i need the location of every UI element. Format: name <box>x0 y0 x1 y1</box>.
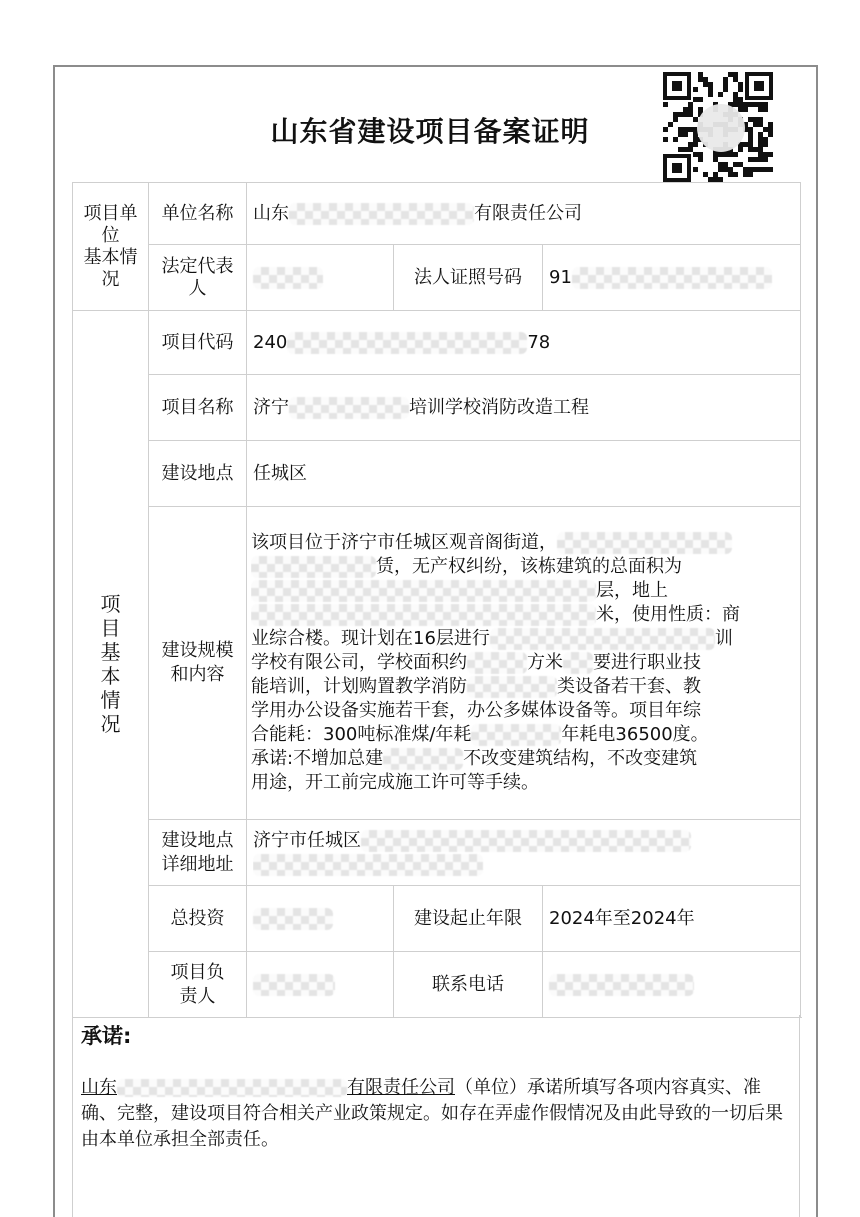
promise-section <box>72 1015 800 1217</box>
scale-line: 赁，无产权纠纷，该栋建筑的总面积为 <box>376 556 682 577</box>
scale-content <box>247 507 801 820</box>
scale-line: 类设备若干套、教 <box>557 676 701 697</box>
scale-line: 能培训，计划购置教学消防 <box>251 676 467 697</box>
scale-label: 建设规模 和内容 <box>149 507 247 820</box>
investment-label: 总投资 <box>149 886 247 952</box>
scale-line: 学用办公设备实施若干套，办公多媒体设备等。项目年综 <box>251 700 701 721</box>
unit-section-label: 项目单 位 基本情 况 <box>73 183 149 311</box>
license-label: 法人证照号码 <box>394 245 543 311</box>
scale-line: 合能耗：300吨标准煤/年耗 <box>251 724 472 745</box>
redacted-block <box>361 830 691 852</box>
project-section-label: 项 目 基 本 情 况 <box>73 311 149 1018</box>
promise-company <box>81 1077 455 1098</box>
redacted-block <box>490 628 715 650</box>
period-value: 2024年至2024年 <box>543 886 801 952</box>
investment-value <box>247 886 394 952</box>
redacted-block <box>251 580 596 602</box>
promise-company-prefix: 山东 <box>81 1077 117 1098</box>
unit-name-value <box>247 183 801 245</box>
legal-rep-label: 法定代表 人 <box>149 245 247 311</box>
address-value <box>247 820 801 886</box>
location-label: 建设地点 <box>149 441 247 507</box>
project-code-prefix: 240 <box>253 331 288 353</box>
redacted-block <box>563 652 593 674</box>
scale-line: 承诺:不增加总建 <box>251 748 384 769</box>
scale-line: 米，使用性质：商 <box>596 604 740 625</box>
redacted-block <box>253 974 335 996</box>
scale-line: 年耗电36500度。 <box>561 724 709 745</box>
unit-name-suffix: 有限责任公司 <box>474 202 582 224</box>
record-table <box>72 182 801 1018</box>
scale-line: 该项目位于济宁市任城区观音阁街道， <box>251 532 557 553</box>
phone-value <box>543 952 801 1018</box>
redacted-block <box>557 532 732 554</box>
period-label: 建设起止年限 <box>394 886 543 952</box>
phone-label: 联系电话 <box>394 952 543 1018</box>
scale-line: 业综合楼。现计划在16层进行 <box>251 628 490 649</box>
address-prefix: 济宁市任城区 <box>253 829 361 851</box>
project-name-prefix: 济宁 <box>253 396 289 418</box>
scale-line: 用途，开工前完成施工许可等手续。 <box>251 772 539 793</box>
promise-body: （单位）承诺所填写各项内容真实、准确、完整，建设项目符合相关产业政策规定。如存在弄虚作假情况及由此导致的一切后果由本单位承担全部责任。 <box>81 1077 783 1150</box>
project-lead-value <box>247 952 394 1018</box>
qr-code <box>663 72 773 182</box>
project-name-value <box>247 375 801 441</box>
redacted-block <box>253 908 333 930</box>
scale-line: 学校有限公司，学校面积约 <box>251 652 467 673</box>
project-code-label: 项目代码 <box>149 311 247 375</box>
project-lead-label: 项目负 责人 <box>149 952 247 1018</box>
redacted-block <box>251 556 376 578</box>
redacted-block <box>467 676 557 698</box>
redacted-block <box>467 652 527 674</box>
project-code-value <box>247 311 801 375</box>
redacted-block <box>251 604 596 626</box>
scale-line: 层，地上 <box>596 580 668 601</box>
unit-name-prefix: 山东 <box>253 202 289 224</box>
address-label: 建设地点 详细地址 <box>149 820 247 886</box>
redacted-block <box>471 724 561 746</box>
redacted-block <box>572 267 772 289</box>
license-prefix: 91 <box>549 266 572 288</box>
redacted-block <box>117 1079 347 1097</box>
scale-line: 不改变建筑结构，不改变建筑 <box>463 748 698 769</box>
unit-name-label: 单位名称 <box>149 183 247 245</box>
scale-line: 要进行职业技 <box>593 652 701 673</box>
promise-title: 承诺: <box>81 1024 132 1048</box>
license-value <box>543 245 801 311</box>
redacted-block <box>549 974 694 996</box>
project-code-suffix: 78 <box>527 331 551 353</box>
redacted-block <box>289 397 409 419</box>
promise-company-suffix: 有限责任公司 <box>347 1077 455 1098</box>
scale-line: 训 <box>714 628 733 649</box>
redacted-block <box>253 267 323 289</box>
project-name-suffix: 培训学校消防改造工程 <box>409 396 589 418</box>
redacted-block <box>289 203 474 225</box>
legal-rep-value <box>247 245 394 311</box>
redacted-block <box>383 748 463 770</box>
project-name-label: 项目名称 <box>149 375 247 441</box>
scale-line: 方米 <box>527 652 563 673</box>
location-value: 任城区 <box>247 441 801 507</box>
redacted-block <box>253 854 483 876</box>
document-title: 山东省建设项目备案证明 <box>270 115 590 148</box>
promise-text <box>81 1075 791 1153</box>
redacted-block <box>287 332 527 354</box>
